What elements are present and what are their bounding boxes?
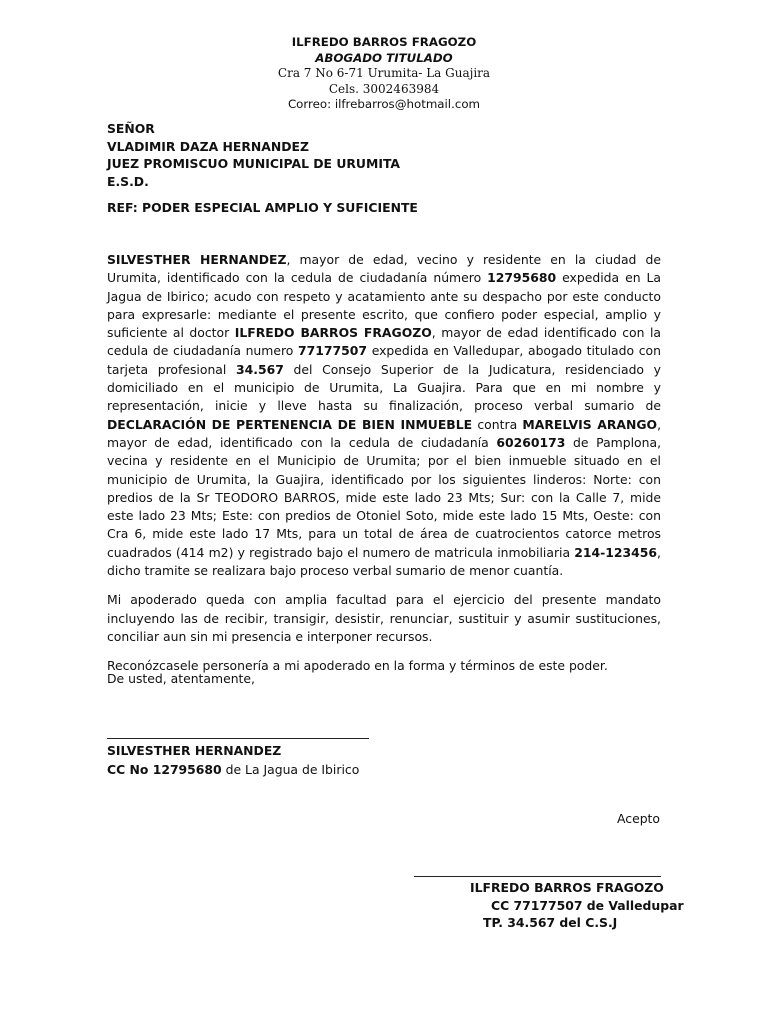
letterhead [0,35,768,113]
attorney-tp: 34.567 [236,361,284,377]
body-text: , mayor de edad, vecino y residente en la ciudad de Urumita, identificado con la cedula de ciudadanía número [107,252,662,286]
body-text: expedida en La Jagua de Ibirico; acudo con respeto y acatamiento ante su despacho por este conducto para expresarle: mediante el presente escrito, que confiero poder especial, amplio y suficiente al doctor [107,270,662,341]
signature-grantor-name: SILVESTHER HERNANDEZ [107,743,282,758]
body-text: , mayor de edad, identificado con la cedula de ciudadanía [107,416,662,450]
recipient-salutation: SEÑOR [107,121,155,136]
reference-line: REF: PODER ESPECIAL AMPLIO Y SUFICIENTE [107,200,418,215]
body-text: expedida en Valledupar, abogado titulado con tarjeta profesional [107,343,661,377]
attorney-name: ILFREDO BARROS FRAGOZO [234,325,432,341]
body-paragraph-1 [107,251,661,580]
signature-grantor-cc: CC No 12795680 [107,762,222,777]
signature-attorney-name: ILFREDO BARROS FRAGOZO [470,880,664,895]
signature-block-grantor [107,741,359,779]
recipient-name: VLADIMIR DAZA HERNANDEZ [107,138,309,154]
recipient-esd: E.S.D. [107,173,149,189]
process-name: DECLARACIÓN DE PERTENENCIA DE BIEN INMUEBLE [107,416,473,432]
closing-line: De usted, atentamente, [107,671,255,686]
signature-attorney-cc: CC 77177507 de Valledupar [491,897,684,913]
letterhead-name: ILFREDO BARROS FRAGOZO [291,35,477,49]
grantor-name: SILVESTHER HERNANDEZ [107,252,287,267]
body-text: contra [472,416,523,432]
letterhead-email: Correo: ilfrebarros@hotmail.com [287,97,481,111]
matricula-number: 214-123456 [574,544,658,560]
acceptance-label: Acepto [617,811,660,826]
body-text: de Pamplona, vecina y residente en el Municipio de Urumita; por el bien inmueble situado en el municipio de Urumita, la Guajira, identificado por los siguientes linderos: Norte: con predios de la Sr TEODORO BARROS, mide este lado 23 Mts; Sur: con la Calle 7, mide este lado 23 Mts; Este: con predios de Otoniel Soto, mide este lado 15 Mts, Oeste: con Cra 6, mide este lado 17 Mts, para un total de área de cuatrocientos catorce metros cuadrados (414 m2) y registrado bajo el numero de matricula inmobiliaria [107,434,662,560]
body-paragraph-3: Reconózcasele personería a mi apoderado en la forma y términos de este poder. [107,658,608,674]
letterhead-phones: Cels. 3002463984 [328,81,440,96]
body-paragraph-2: Mi apoderado queda con amplia facultad para el ejercicio del presente mandato incluyendo las de recibir, transigir, desistir, renunciar, sustituir y asumir sustituciones, conciliar aun sin mi presencia e interponer recursos. [107,592,661,644]
body-text: , mayor de edad identificado con la cedula de ciudadanía numero [107,325,662,359]
signature-grantor-cc-place: de La Jagua de Ibirico [221,762,360,777]
recipient-block [107,120,400,190]
attorney-id: 77177507 [298,343,368,359]
recipient-office: JUEZ PROMISCUO MUNICIPAL DE URUMITA [107,156,401,171]
grantor-id: 12795680 [487,270,557,286]
signature-attorney-tp: TP. 34.567 del C.S.J [483,915,618,930]
letterhead-address: Cra 7 No 6-71 Urumita- La Guajira [277,66,491,80]
signature-line-grantor [107,738,369,739]
body-text: del Consejo Superior de la Judicatura, residenciado y domiciliado en el municipio de Urumita, La Guajira. Para que en mi nombre y representación, inicie y lleve hasta su finalización, proceso verbal sumario de [107,361,662,414]
defendant-id: 60260173 [496,434,566,450]
defendant-name: MARELVIS ARANGO [522,416,658,432]
letterhead-title: ABOGADO TITULADO [315,50,453,65]
signature-block-attorney [470,879,684,932]
letter-body [107,251,661,687]
signature-line-attorney [414,876,661,877]
body-text: , dicho tramite se realizara bajo proceso verbal sumario de menor cuantía. [107,544,661,579]
